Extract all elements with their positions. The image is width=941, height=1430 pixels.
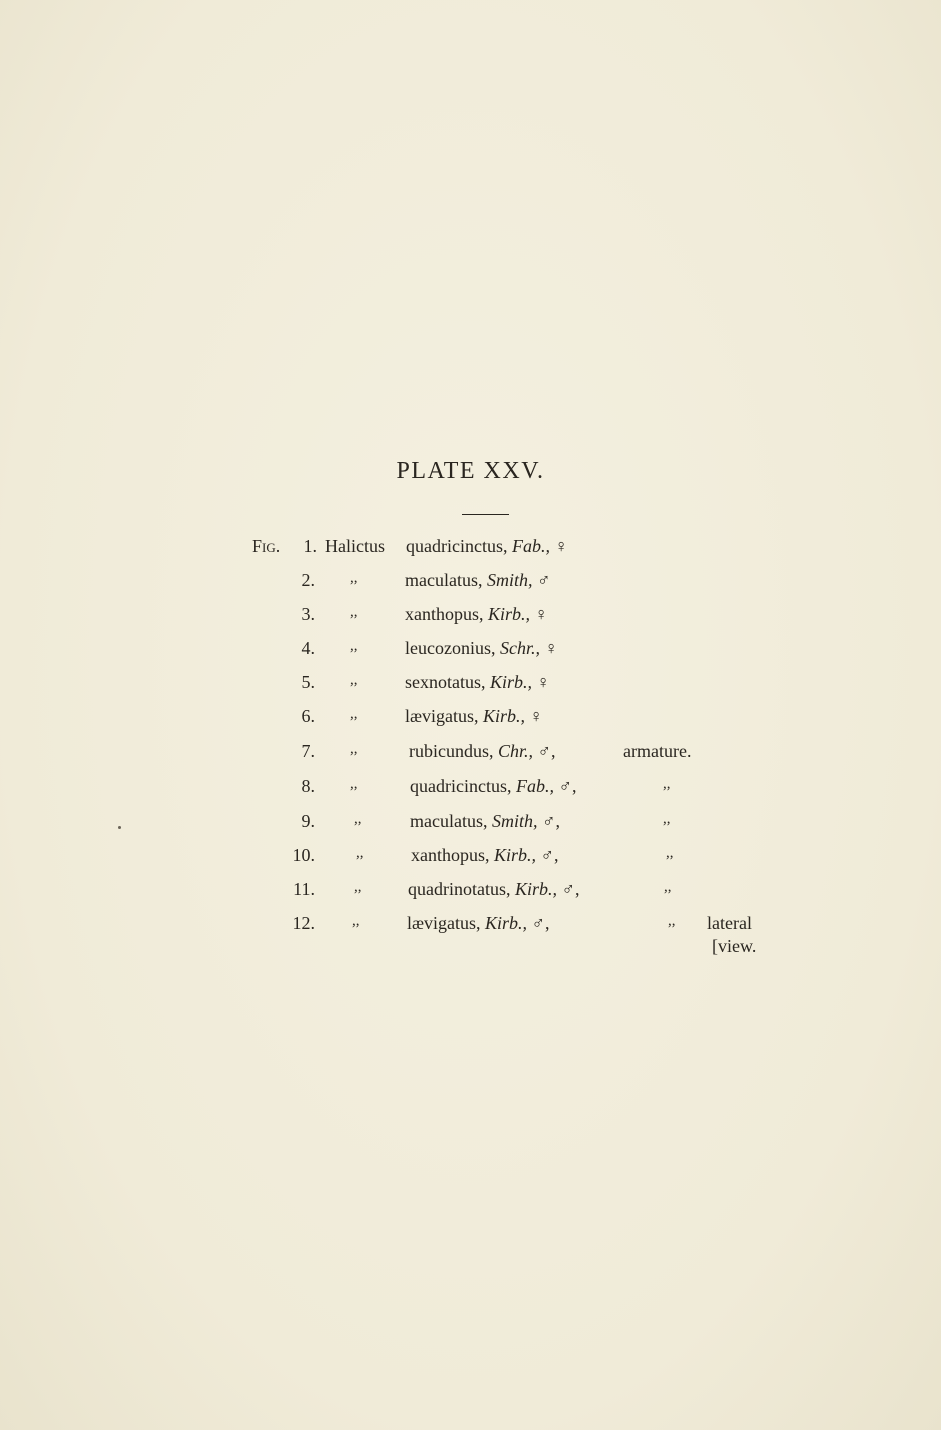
figure-number: 5. <box>301 672 315 692</box>
ditto-mark: ,, <box>352 913 360 929</box>
figure-number: 12. <box>292 913 315 933</box>
species-text: quadricinctus, Fab., ♂, <box>410 776 577 796</box>
ditto-mark: ,, <box>350 638 358 654</box>
species-text: maculatus, Smith, ♂, <box>410 811 560 831</box>
note-text: lateral <box>707 913 752 933</box>
figure-number: 9. <box>301 811 315 831</box>
continuation-text: [view. <box>712 936 757 956</box>
ditto-mark: ,, <box>666 845 674 861</box>
species-text: leucozonius, Schr., ♀ <box>405 638 558 658</box>
figure-entry <box>0 706 941 740</box>
figure-entry <box>0 811 941 845</box>
ditto-mark: ,, <box>663 811 671 827</box>
figure-entry <box>0 913 941 947</box>
ditto-mark: ,, <box>350 604 358 620</box>
figure-entry <box>0 604 941 638</box>
species-text: xanthopus, Kirb., ♀ <box>405 604 549 624</box>
species-text: xanthopus, Kirb., ♂, <box>411 845 559 865</box>
figure-number: 11. <box>293 879 315 899</box>
figure-entry <box>0 536 941 570</box>
ditto-mark: ,, <box>356 845 364 861</box>
ditto-mark: ,, <box>668 913 676 929</box>
figure-number: 8. <box>301 776 315 796</box>
species-text: rubicundus, Chr., ♂, <box>409 741 556 761</box>
note-text: armature. <box>623 741 692 761</box>
species-text: sexnotatus, Kirb., ♀ <box>405 672 551 692</box>
figure-entry <box>0 879 941 913</box>
figure-entry <box>0 638 941 672</box>
species-text: quadricinctus, Fab., ♀ <box>406 536 568 556</box>
species-text: lævigatus, Kirb., ♀ <box>405 706 544 726</box>
ditto-mark: ,, <box>350 672 358 688</box>
paper-speck <box>118 826 121 829</box>
species-text: lævigatus, Kirb., ♂, <box>407 913 550 933</box>
figure-number: 10. <box>292 845 315 865</box>
ditto-mark: ,, <box>354 811 362 827</box>
species-text: maculatus, Smith, ♂ <box>405 570 551 590</box>
figure-entry <box>0 845 941 879</box>
figure-number: 3. <box>301 604 315 624</box>
genus-name: Halictus <box>325 536 385 556</box>
figure-number: 6. <box>301 706 315 726</box>
ditto-mark: ,, <box>350 741 358 757</box>
figure-entry <box>0 672 941 706</box>
species-text: quadrinotatus, Kirb., ♂, <box>408 879 580 899</box>
figure-entry <box>0 741 941 775</box>
figure-entry <box>0 570 941 604</box>
figure-number: 7. <box>301 741 315 761</box>
figure-number: 4. <box>301 638 315 658</box>
fig-label: Fig. <box>252 536 281 556</box>
ditto-mark: ,, <box>350 706 358 722</box>
ditto-mark: ,, <box>354 879 362 895</box>
ditto-mark: ,, <box>350 570 358 586</box>
ditto-mark: ,, <box>350 776 358 792</box>
figure-entry <box>0 776 941 810</box>
plate-title: PLATE XXV. <box>396 458 545 484</box>
figure-number: 2. <box>301 570 315 590</box>
figure-number: 1. <box>303 536 317 556</box>
title-rule <box>462 514 509 515</box>
ditto-mark: ,, <box>663 776 671 792</box>
ditto-mark: ,, <box>664 879 672 895</box>
